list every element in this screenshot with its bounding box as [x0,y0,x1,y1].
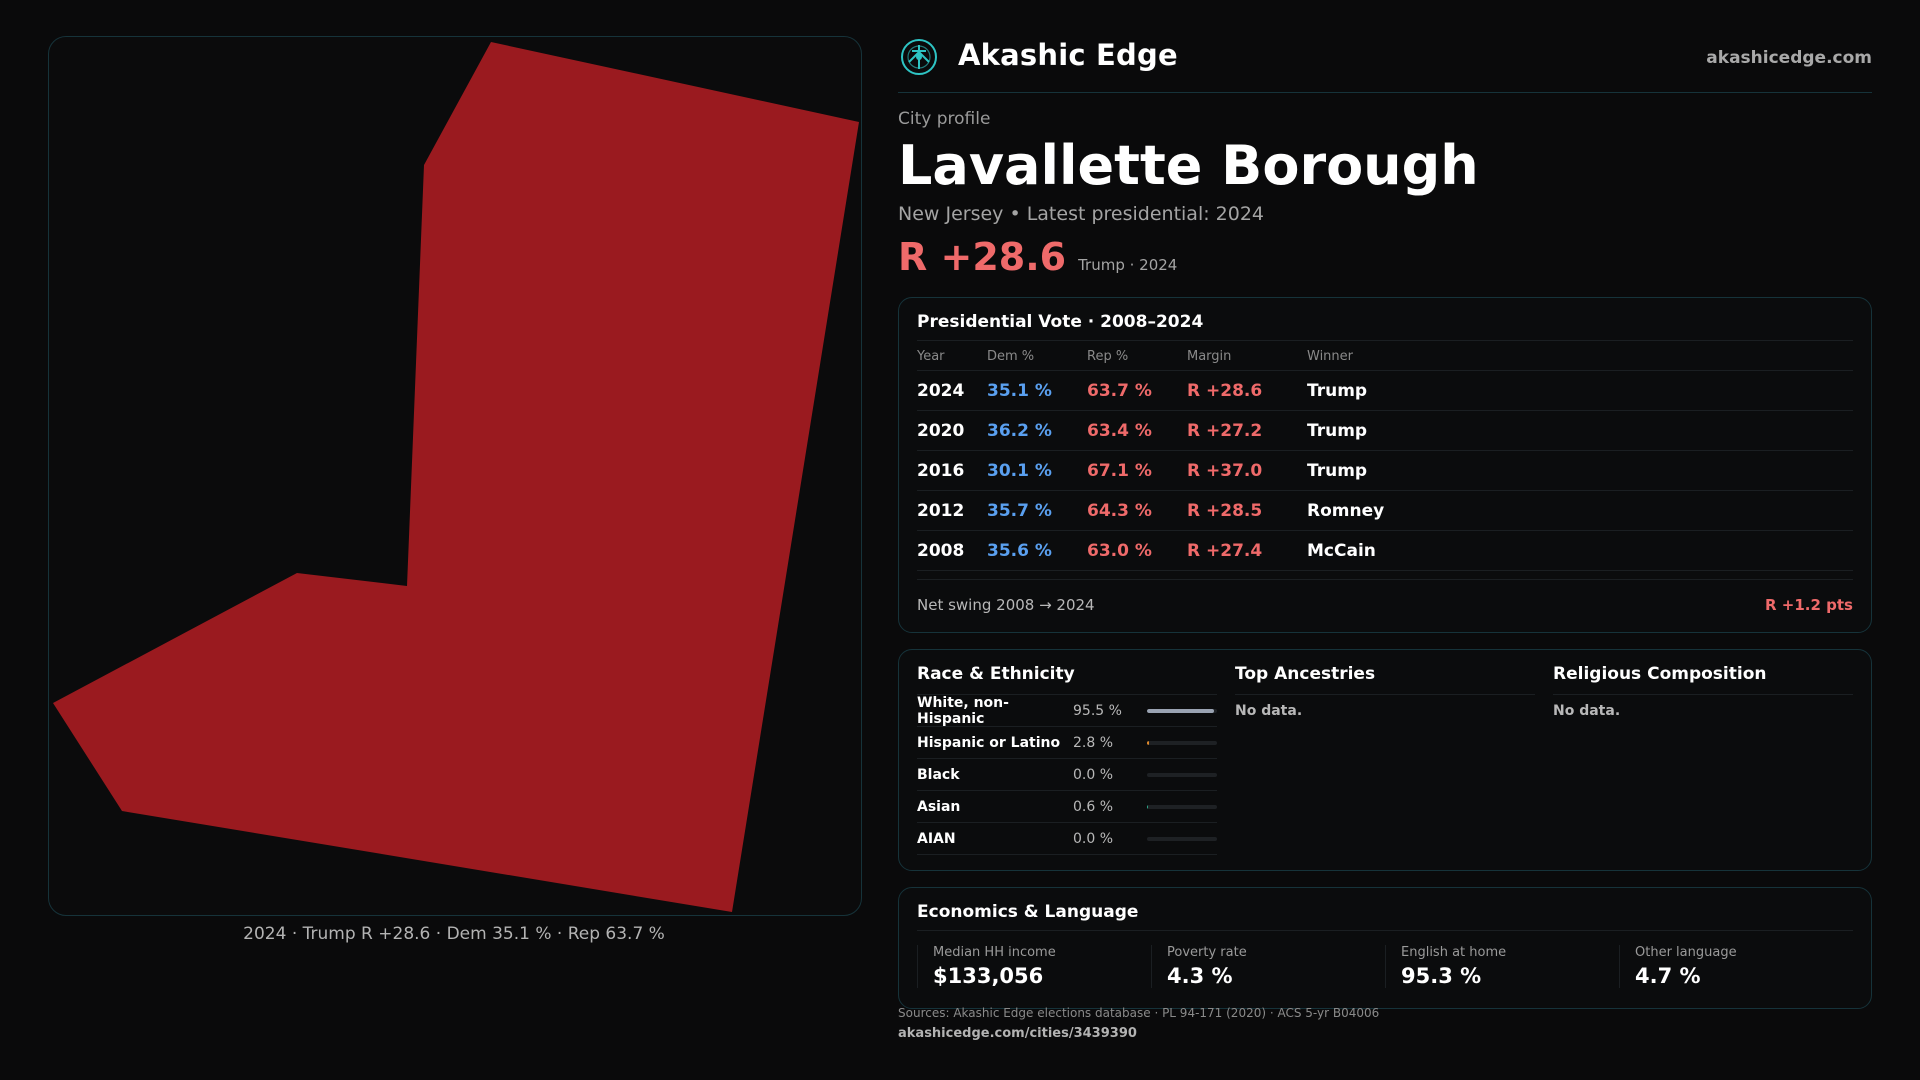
rep-cell: 63.7 % [1087,371,1187,411]
demographics-card [898,649,1872,871]
stat-value: 95.3 % [1401,964,1482,989]
presidential-vote-card [898,297,1872,633]
winner-cell: Trump [1307,371,1853,411]
race-row [917,759,1217,791]
section-title: Race & Ethnicity [917,650,1217,695]
race-pct: 0.6 % [1073,798,1114,815]
stat-label: Poverty rate [1167,945,1247,961]
stat-poverty-rate [1151,945,1385,988]
year-cell: 2008 [917,531,987,571]
year-cell: 2012 [917,491,987,531]
section-title: Top Ancestries [1235,650,1535,695]
map-caption: 2024 · Trump R +28.6 · Dem 35.1 % · Rep 63.7 % [243,924,665,944]
year-cell: 2024 [917,371,987,411]
net-swing-label: Net swing 2008 → 2024 [917,596,1095,615]
stat-label: English at home [1401,945,1507,961]
stat-label: Other language [1635,945,1737,961]
race-bar-fill [1147,805,1148,809]
economics-stats [917,945,1853,988]
margin-cell: R +37.0 [1187,451,1307,491]
profile-panel [898,34,1872,1009]
city-boundary-shape[interactable] [53,42,859,912]
page-title: Lavallette Borough [898,134,1479,197]
table-header-row [917,341,1853,371]
column-header: Margin [1187,341,1307,371]
dem-cell: 36.2 % [987,411,1087,451]
table-row [917,451,1853,491]
winner-cell: Romney [1307,491,1853,531]
stat-label: Median HH income [933,945,1056,961]
race-bar [1147,837,1217,841]
economics-card [898,887,1872,1009]
margin-cell: R +27.2 [1187,411,1307,451]
page-subtitle: New Jersey • Latest presidential: 2024 [898,203,1265,226]
race-pct: 0.0 % [1073,766,1114,783]
race-ethnicity-section [917,650,1217,870]
rep-cell: 67.1 % [1087,451,1187,491]
year-cell: 2016 [917,451,987,491]
race-row [917,727,1217,759]
rep-cell: 63.0 % [1087,531,1187,571]
religion-section [1553,650,1853,870]
section-title: Religious Composition [1553,650,1853,695]
race-label: Hispanic or Latino [917,734,1061,751]
margin-cell: R +27.4 [1187,531,1307,571]
header [898,34,1872,93]
map-panel [48,36,862,916]
race-label: AIAN [917,830,956,847]
rep-cell: 63.4 % [1087,411,1187,451]
margin-value: R +28.6 [898,235,1067,280]
stat-value: $133,056 [933,964,1044,989]
card-title: Presidential Vote · 2008–2024 [917,298,1853,341]
race-label: White, non-Hispanic [917,694,1009,727]
winner-cell: Trump [1307,451,1853,491]
headline-margin [898,235,1872,279]
race-label: Black [917,766,960,783]
ancestries-section [1235,650,1535,870]
margin-cell: R +28.5 [1187,491,1307,531]
column-header: Year [917,341,987,371]
card-title: Economics & Language [917,888,1853,931]
race-bar [1147,805,1217,809]
race-bar-fill [1147,741,1149,745]
column-header: Dem % [987,341,1087,371]
stat-value: 4.3 % [1167,964,1233,989]
brand-logo-icon [900,38,938,76]
race-pct: 95.5 % [1073,702,1122,719]
column-header: Winner [1307,341,1853,371]
winner-cell: Trump [1307,411,1853,451]
stat-english-at-home [1385,945,1619,988]
race-bar [1147,709,1217,713]
page-url[interactable]: akashicedge.com/cities/3439390 [898,1026,1137,1041]
brand-name: Akashic Edge [958,38,1178,72]
year-cell: 2020 [917,411,987,451]
site-link[interactable]: akashicedge.com [1706,48,1872,68]
column-header: Rep % [1087,341,1187,371]
race-bar-fill [1147,709,1214,713]
empty-state: No data. [1235,703,1303,720]
stat-value: 4.7 % [1635,964,1701,989]
dem-cell: 35.7 % [987,491,1087,531]
margin-note: Trump · 2024 [1078,256,1178,275]
stat-other-language [1619,945,1853,988]
race-row [917,695,1217,727]
race-label: Asian [917,798,961,815]
sources-note: Sources: Akashic Edge elections database · PL 94-171 (2020) · ACS 5-yr B04006 [898,1006,1380,1020]
empty-state: No data. [1553,703,1621,720]
race-pct: 0.0 % [1073,830,1114,847]
table-row [917,411,1853,451]
stat-median-income [917,945,1151,988]
dem-cell: 35.6 % [987,531,1087,571]
presidential-vote-table [917,341,1853,571]
table-row [917,531,1853,571]
net-swing-row [917,579,1853,624]
dem-cell: 35.1 % [987,371,1087,411]
race-row [917,823,1217,855]
city-boundary-map [49,37,861,915]
race-bar [1147,741,1217,745]
margin-cell: R +28.6 [1187,371,1307,411]
race-bar [1147,773,1217,777]
race-row [917,791,1217,823]
winner-cell: McCain [1307,531,1853,571]
rep-cell: 64.3 % [1087,491,1187,531]
table-row [917,371,1853,411]
race-pct: 2.8 % [1073,734,1114,751]
table-row [917,491,1853,531]
eyebrow: City profile [898,109,991,129]
dem-cell: 30.1 % [987,451,1087,491]
net-swing-value: R +1.2 pts [1765,596,1853,615]
